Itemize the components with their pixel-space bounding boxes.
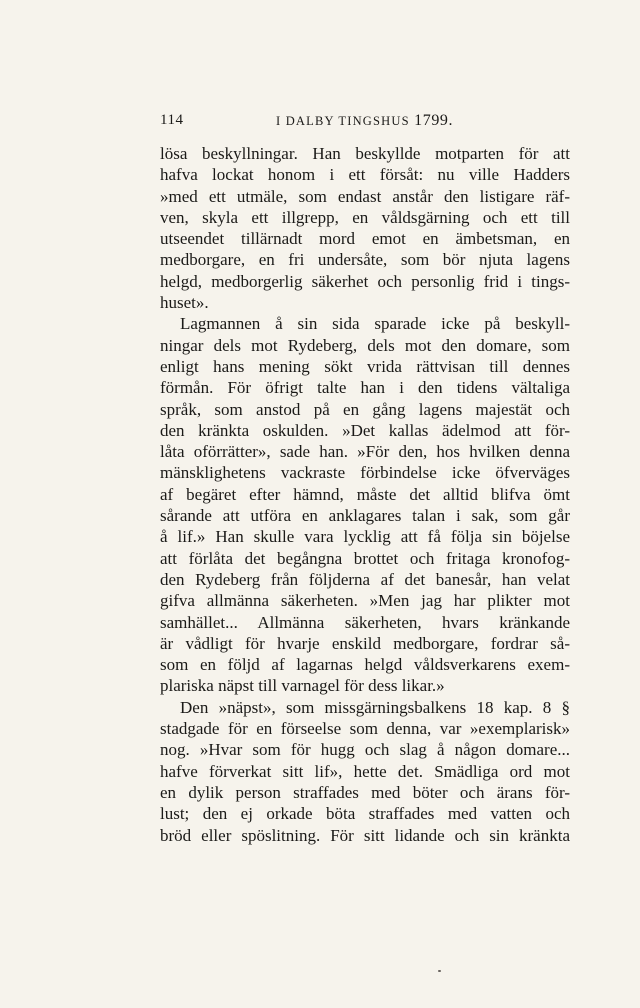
text-line: samhället... Allmänna säkerheten, hvars kränkande (160, 612, 570, 632)
text-line: som en följd af lagarnas helgd våldsverkarens exem- (160, 655, 570, 675)
text-line: en dylik person straffades med böter och ärans för- (160, 782, 570, 802)
text-line: att förlåta det begångna brottet och fritaga kronofog- (160, 548, 570, 568)
text-line: mänsklighetens vackraste förbindelse icke öfverväges (160, 463, 570, 483)
text-line: gifva allmänna säkerheten. »Men jag har plikter mot (160, 591, 570, 611)
text-line: »med ett utmäle, som endast anstår den listigare räf- (160, 186, 570, 206)
text-line: ningar dels mot Rydeberg, dels mot den domare, som (160, 335, 570, 355)
text-line: medborgare, en fri undersåte, som bör njuta lagens (160, 250, 570, 270)
paragraph (160, 313, 570, 696)
text-line: hafva lockat honom i ett försåt: nu ville Hadders (160, 165, 570, 185)
text-line: den kränkta oskulden. »Det kallas ädelmod att för- (160, 420, 570, 440)
text-line: Lagmannen å sin sida sparade icke på beskyll- (180, 314, 570, 334)
text-line: enligt hans mening sökt vrida rättvisan till dennes (160, 356, 570, 376)
text-line: ven, skyla ett illgrepp, en våldsgärning och ett till (160, 207, 570, 227)
running-head (276, 112, 453, 130)
text-line: utseendet tillärnadt mord emot en ämbetsman, en (160, 229, 570, 249)
text-line: den Rydeberg från följderna af det banesår, han velat (160, 569, 570, 589)
text-line: helgd, medborgerlig säkerhet och personlig frid i tings- (160, 271, 570, 291)
paragraph (160, 143, 570, 313)
page-number: 114 (160, 112, 184, 128)
text-line: huset». (160, 293, 209, 313)
print-speck (438, 970, 441, 972)
text-line: plariska näpst till varnagel för dess likar.» (160, 676, 445, 696)
text-line: är vådligt för hvarje enskild medborgare, fordrar så- (160, 633, 570, 653)
paragraph (160, 697, 570, 846)
running-title: I DALBY TINGSHUS (276, 114, 410, 128)
running-year: 1799. (414, 112, 454, 129)
text-line: bröd eller spöslitning. För sitt lidande och sin kränkta (160, 825, 570, 845)
text-line: lust; den ej orkade böta straffades med vatten och (160, 804, 570, 824)
text-line: hafve förverkat sitt lif», hette det. Smädliga ord mot (160, 761, 570, 781)
text-line: Den »näpst», som missgärningsbalkens 18 kap. 8 § (180, 697, 570, 717)
text-line: stadgade för en förseelse som denna, var »exemplarisk» (160, 719, 570, 739)
page-header (160, 112, 570, 136)
text-line: nog. »Hvar som för hugg och slag å någon domare... (160, 740, 570, 760)
text-line: låta oförrätter», sade han. »För den, hos hvilken denna (160, 442, 570, 462)
body-text (160, 143, 570, 846)
text-line: å lif.» Han skulle vara lycklig att få följa sin böjelse (160, 527, 570, 547)
text-line: språk, som anstod på en gång lagens majestät och (160, 399, 570, 419)
text-line: förmån. För öfrigt talte han i den tidens vältaliga (160, 378, 570, 398)
text-line: af begäret efter hämnd, måste det alltid blifva ömt (160, 484, 570, 504)
text-line: sårande att utföra en anklagares talan i sak, som går (160, 506, 570, 526)
text-line: lösa beskyllningar. Han beskyllde motparten för att (160, 144, 570, 163)
